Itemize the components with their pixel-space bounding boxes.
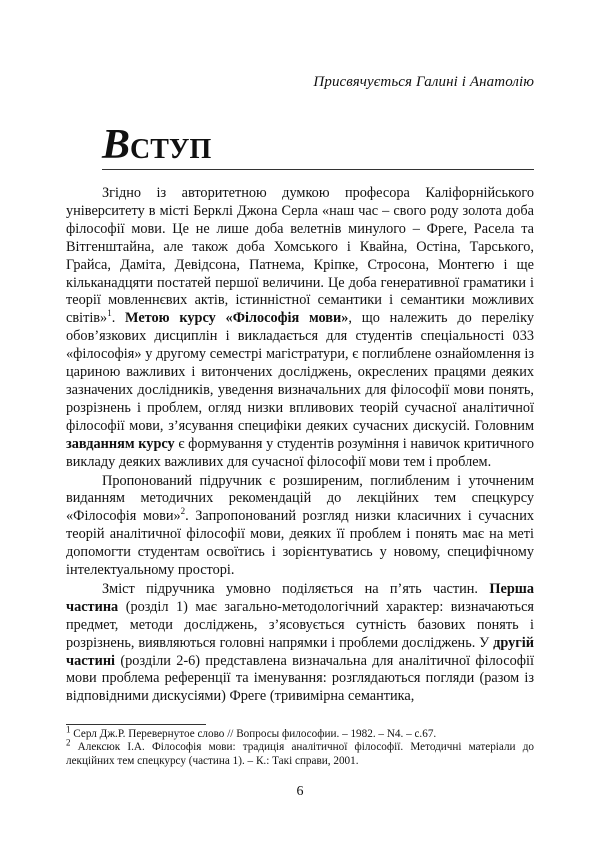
paragraph-2-rest: . Запропонований розгляд низки класичних і сучасних теорій аналітичної філософії мови, деяких її проблем і понять має на меті допомогти студентам освоїтись і зорієнтуватись у новому, специфічному інтелектуальному просторі.	[66, 508, 534, 579]
paragraph-1-rest: , що належить до переліку обов’язкових дисциплін і викладається для студентів спеціальності 033 «філософія» у другому семестрі магістратури, є поглиблене ознайомлення із цариною важливих і витончених досліджень, окреслених працями деяких зазначених дослідників, уведення визначальних для філософії мови понять, розрізнень і проблем, огляд низки впливових теорій сучасної аналітичної філософії мови, з’ясування специфіки деяких сучасних дискусій. Головним	[66, 310, 534, 434]
footnote-2	[66, 737, 534, 768]
footnote-1	[66, 724, 534, 741]
paragraph-3-end: (розділи 2-6) представлена визначальна для аналітичної філософії мови проблема референції та іменування: розглядаються погляди (разом із відповідними дискусіями) Фреге (тривимірна семантика,	[66, 652, 534, 705]
paragraph-1-end: є формування у студентів розуміння і навичок критичного викладу деяких важливих для сучасної філософії мови тем і проблем.	[66, 435, 534, 470]
first-part-bold: Перша частина	[66, 580, 534, 615]
paragraph-3-rest: (розділ 1) має загально-методологічний характер: визначаються предмет, методи досліджень, з’ясовується сутність базових понять і розрізнень, виявляються головні напрямки і проблеми досліджень. У	[66, 598, 534, 651]
footnotes	[66, 724, 534, 768]
heading-rule	[102, 169, 534, 170]
heading-initial: В	[102, 122, 131, 168]
paragraph-1-text: Згідно із авторитетною думкою професора Каліфорнійського університету в місті Берклі Джона Серла «наш час – свого роду золота доба філософії мови. Це не лише доба велетнів минулого – Фреге, Расела та Вітгенштайна, але також доба Хомського і Квайна, Остіна, Тарського, Грайса, Даміта, Девідсона, Патнема, Кріпке, Стросона, Монтегю і ще кільканадцяти постатей першої величини. Це доба генеративної граматики і теорії мовленнєвих актів, істинністної семантики і семантики можливих світів»	[66, 185, 534, 327]
course-task-bold: завданням курсу	[66, 435, 175, 452]
body-text	[66, 185, 534, 706]
paragraph-2-text: Пропонований підручник є розширеним, поглибленим і уточненим виданням методичних рекомендацій до лекційних тем спецкурсу «Філософія мови»	[66, 472, 534, 525]
dedication: Присвячується Галині і Анатолію	[313, 74, 534, 90]
paragraph-1	[66, 185, 534, 472]
footnote-ref-1: 1	[107, 308, 112, 319]
footnote-rule	[66, 724, 206, 725]
footnote-ref-2: 2	[180, 506, 186, 517]
chapter-heading	[102, 124, 211, 166]
footnote-1-num: 1	[66, 724, 71, 735]
heading-rest: СТУП	[130, 134, 212, 165]
footnote-2-num: 2	[66, 737, 71, 748]
paragraph-3	[66, 581, 534, 706]
second-part-bold: другій частині	[66, 634, 534, 669]
course-goal-bold: Метою курсу «Філософія мови»	[125, 310, 349, 327]
footnote-2-text: Алексюк І.А. Філософія мови: традиція аналітичної філософії. Методичні матеріали до лекційних тем спецкурсу (частина 1). – К.: Такі справи, 2001.	[66, 741, 534, 767]
paragraph-2	[66, 473, 534, 580]
footnote-1-text: Серл Дж.Р. Перевернутое слово // Вопросы философии. – 1982. – N4. – с.67.	[70, 728, 437, 740]
paragraph-3-text: Зміст підручника умовно поділяється на п’ять частин.	[102, 580, 490, 597]
paragraph-1-punct: .	[111, 310, 126, 327]
page-number: 6	[296, 784, 304, 799]
